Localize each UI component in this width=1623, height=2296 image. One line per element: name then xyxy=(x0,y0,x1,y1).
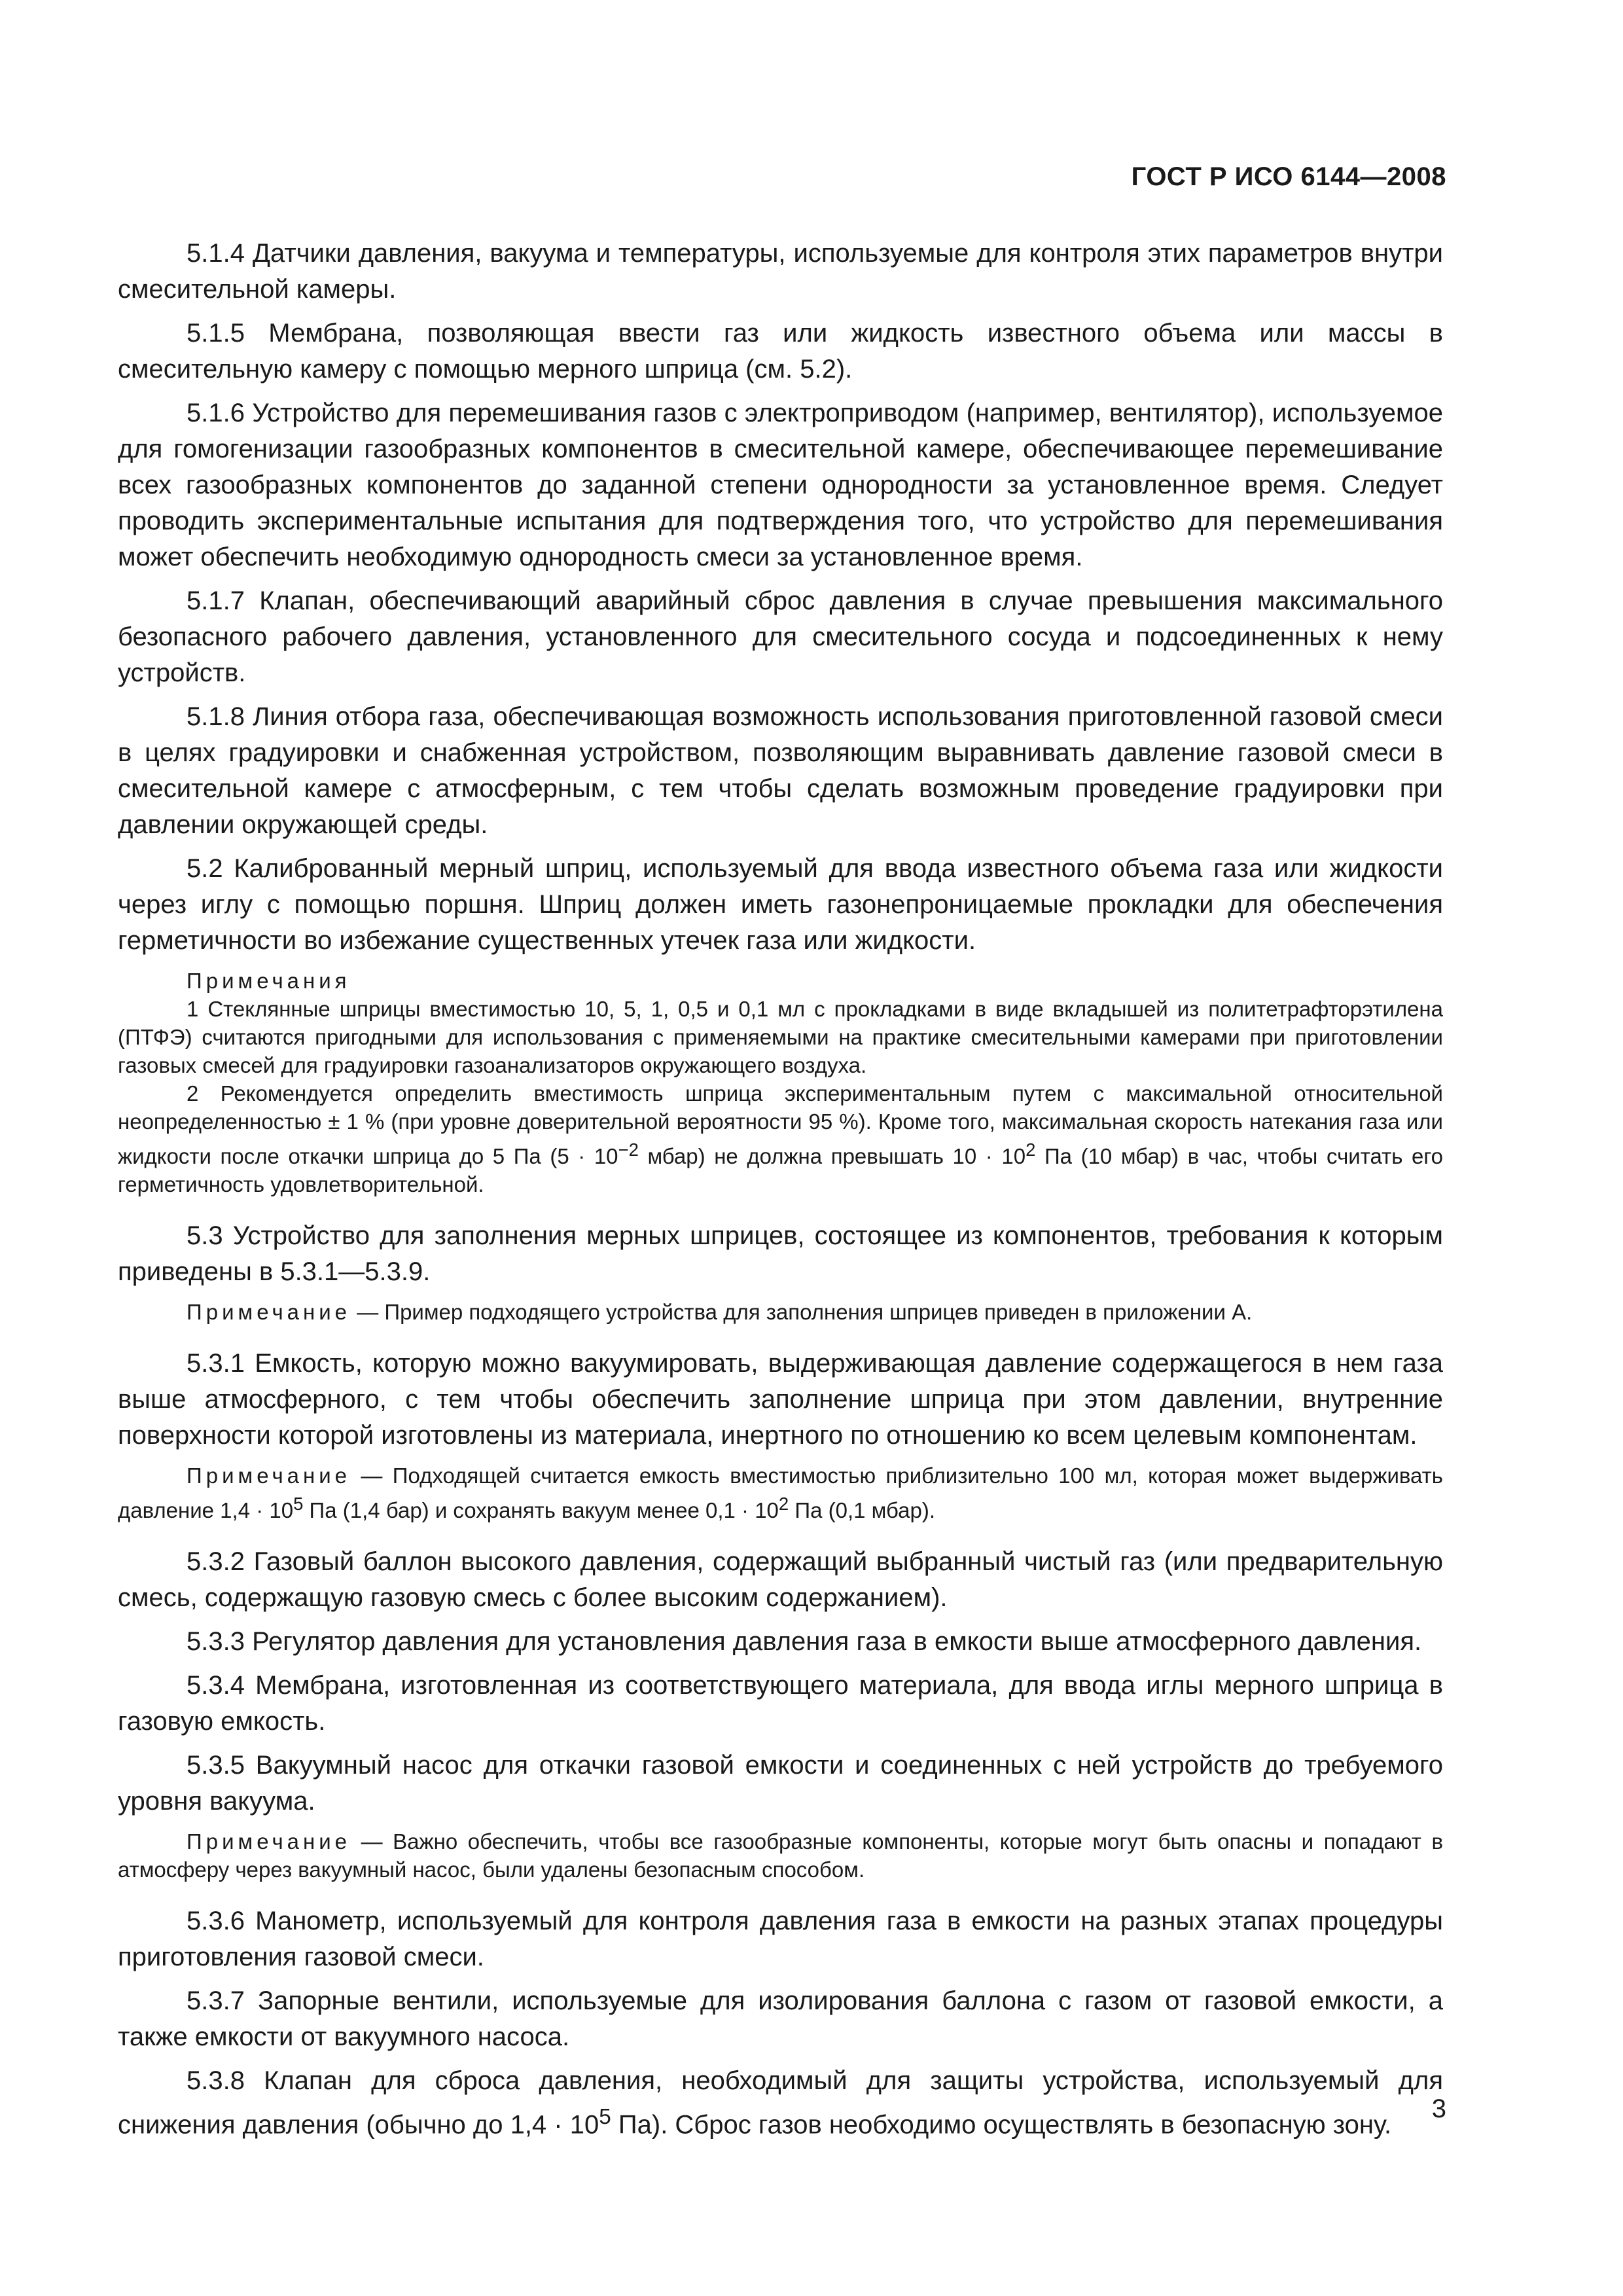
paragraph-5-3-1: 5.3.1 Емкость, которую можно вакуумировать, выдерживающая давление содержащегося в нем газа выше атмосферного, с тем чтобы обеспечить заполнение шприца при этом давлении, внутренние поверхности которой изготовлены из материала, инертного по отношению ко всем целевым компонентам. xyxy=(118,1349,1443,1450)
paragraph-5-3-8-text-a: 5.3.8 Клапан для сброса давления, необходимый для защиты устройства, используемый для снижения давления (обычно до 1,4 · 10 xyxy=(118,2066,1443,2140)
note-5-3-1 xyxy=(118,1462,1443,1524)
paragraph-5-3: 5.3 Устройство для заполнения мерных шприцев, состоящее из компонентов, требования к которым приведены в 5.3.1—5.3.9. xyxy=(118,1221,1443,1286)
paragraph-5-1-5: 5.1.5 Мембрана, позволяющая ввести газ или жидкость известного объема или массы в смесительную камеру с помощью мерного шприца (см. 5.2). xyxy=(118,319,1443,384)
note-2-text-a: 2 Рекомендуется определить вместимость шприца экспериментальным путем с максимальной относительной неопределенностью ± 1 % (при уровне доверительной вероятности 95 %). Кроме того, максимальная скорость натекания газа или жидкости после откачки шприца до 5 Па (5 · 10 xyxy=(118,1081,1443,1168)
body-text xyxy=(118,236,1443,2151)
paragraph-5-3-3: 5.3.3 Регулятор давления для установления давления газа в емкости выше атмосферного давления. xyxy=(187,1627,1422,1656)
note-5-3-1-text-b: Па (1,4 бар) и сохранять вакуум менее 0,1 · 10 xyxy=(303,1498,779,1522)
paragraph-5-3-8-text-b: Па). Сброс газов необходимо осуществлять в безопасную зону. xyxy=(611,2110,1392,2140)
note-label: Примечание xyxy=(187,1463,351,1488)
paragraph-5-3-8 xyxy=(118,2063,1443,2143)
note-5-3-1-exponent-1: 5 xyxy=(293,1494,304,1514)
note-2-exponent-2: 2 xyxy=(1026,1139,1036,1160)
paragraph-5-2: 5.2 Калиброванный мерный шприц, используемый для ввода известного объема газа или жидкости через иглу с помощью поршня. Шприц должен иметь газонепроницаемые прокладки для обеспечения герметичности во избежание существенных утечек газа или жидкости. xyxy=(118,854,1443,955)
note-2 xyxy=(118,1079,1443,1198)
paragraph-5-3-8-exponent: 5 xyxy=(599,2105,611,2129)
paragraph-5-3-2: 5.3.2 Газовый баллон высокого давления, содержащий выбранный чистый газ (или предварительную смесь, содержащую газовую смесь с более высоким содержанием). xyxy=(118,1547,1443,1612)
note-5-3-1-text-c: Па (0,1 мбар). xyxy=(789,1498,935,1522)
paragraph-5-1-7: 5.1.7 Клапан, обеспечивающий аварийный сброс давления в случае превышения максимального безопасного рабочего давления, установленного для смесительного сосуда и подсоединенных к нему устройств. xyxy=(118,586,1443,687)
note-2-exponent-1: −2 xyxy=(618,1139,639,1160)
paragraph-5-1-6: 5.1.6 Устройство для перемешивания газов с электроприводом (например, вентилятор), используемое для гомогенизации газообразных компонентов в смесительной камере, обеспечивающее перемешивание всех газообразных компонентов до заданной степени однородности за установленное время. Следует проводить экспериментальные испытания для подтверждения того, что устройство для перемешивания может обеспечить необходимую однородность смеси за установленное время. xyxy=(118,399,1443,571)
paragraph-5-1-8: 5.1.8 Линия отбора газа, обеспечивающая возможность использования приготовленной газовой смеси в целях градуировки и снабженная устройством, позволяющим выравнивать давление газовой смеси в смесительной камере с атмосферным, с тем чтобы сделать возможным проведение градуировки при давлении окружающей среды. xyxy=(118,702,1443,839)
paragraph-5-3-4: 5.3.4 Мембрана, изготовленная из соответствующего материала, для ввода иглы мерного шприца в газовую емкость. xyxy=(118,1671,1443,1736)
note-5-3-1-exponent-2: 2 xyxy=(778,1494,789,1514)
document-code-header: ГОСТ Р ИСО 6144—2008 xyxy=(1131,162,1446,191)
page-number: 3 xyxy=(1431,2094,1446,2123)
note-label: Примечание xyxy=(187,1829,351,1854)
paragraph-5-3-5: 5.3.5 Вакуумный насос для откачки газовой емкости и соединенных с ней устройств до требуемого уровня вакуума. xyxy=(118,1751,1443,1816)
note-2-text-b: мбар) не должна превышать 10 · 10 xyxy=(638,1144,1026,1168)
note-5-3 xyxy=(118,1298,1443,1326)
note-5-3-5 xyxy=(118,1827,1443,1884)
note-5-3-text: — Пример подходящего устройства для заполнения шприцев приведен в приложении А. xyxy=(357,1300,1253,1324)
notes-5-2 xyxy=(118,967,1443,1198)
paragraph-5-3-7: 5.3.7 Запорные вентили, используемые для изолирования баллона с газом от газовой емкости, а также емкости от вакуумного насоса. xyxy=(118,1986,1443,2051)
paragraph-5-1-4: 5.1.4 Датчики давления, вакуума и температуры, используемые для контроля этих параметров внутри смесительной камеры. xyxy=(118,239,1443,304)
paragraph-5-3-6: 5.3.6 Манометр, используемый для контроля давления газа в емкости на разных этапах процедуры приготовления газовой смеси. xyxy=(118,1907,1443,1971)
note-2-text-c: Па (10 мбар) в час, чтобы считать его герметичность удовлетворительной. xyxy=(118,1144,1443,1196)
note-5-3-1-text-a: — Подходящей считается емкость вместимостью приблизительно 100 мл, которая может выдерживать давление 1,4 · 10 xyxy=(118,1463,1443,1522)
note-5-3-5-text: — Важно обеспечить, чтобы все газообразные компоненты, которые могут быть опасны и попадают в атмосферу через вакуумный насос, были удалены безопасным способом. xyxy=(118,1829,1443,1882)
note-label: Примечание xyxy=(187,1300,351,1324)
notes-title: Примечания xyxy=(187,969,351,993)
note-1: 1 Стеклянные шприцы вместимостью 10, 5, 1, 0,5 и 0,1 мл с прокладками в виде вкладышей из политетрафторэтилена (ПТФЭ) считаются пригодными для использования с применяемыми на практике смесительными камерами при приготовлении газовых смесей для градуировки газоанализаторов окружающего воздуха. xyxy=(118,997,1443,1077)
